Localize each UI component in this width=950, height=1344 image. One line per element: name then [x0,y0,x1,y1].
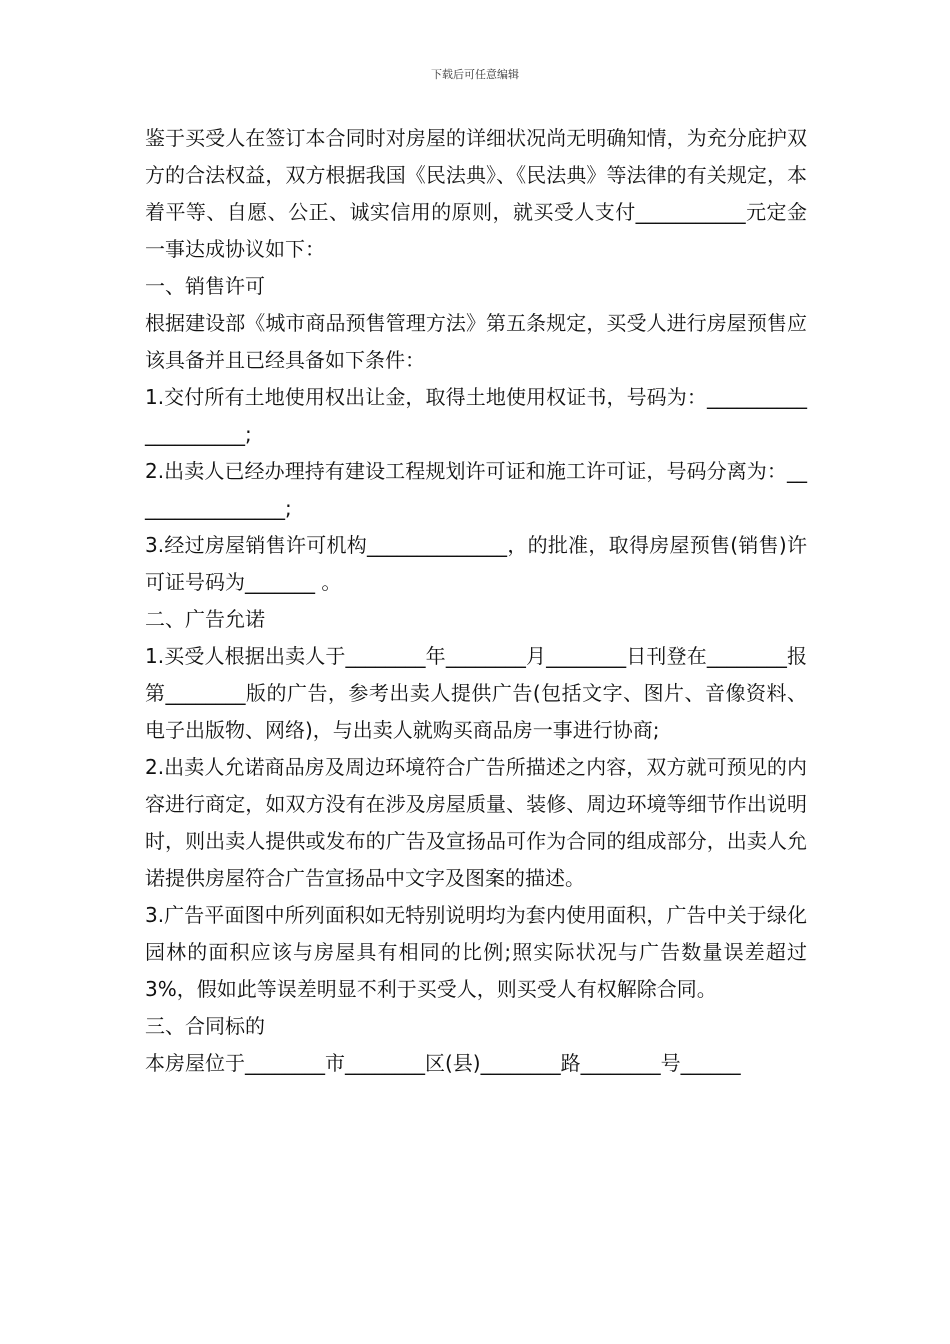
list-item-land-certificate: 1.交付所有土地使用权出让金，取得土地使用权证书，号码为：____________________; [145,385,807,446]
page-header-note: 下载后可任意编辑 [431,68,519,81]
paragraph-sales-permit: 根据建设部《城市商品预售管理方法》第五条规定，买受人进行房屋预售应该具备并且已经具备如下条件： [145,311,807,372]
document-body [145,120,807,1082]
paragraph-property-location: 本房屋位于________市________区(县)________路________号______ [145,1051,741,1075]
section-heading-sales-permit: 一、销售许可 [145,274,265,298]
section-heading-advertising: 二、广告允诺 [145,607,265,631]
list-item-planning-permit: 2.出卖人已经办理持有建设工程规划许可证和施工许可证，号码分离为：________________; [145,459,807,520]
list-item-advertisement-reference: 1.买受人根据出卖人于________年________月________日刊登在________报第________版的广告，参考出卖人提供广告(包括文字、图片、音像资料、电子出版物、网络)，与出卖人就购买商品房一事进行协商; [145,644,807,742]
list-item-floor-plan-area: 3.广告平面图中所列面积如无特别说明均为套内使用面积，广告中关于绿化园林的面积应该与房屋具有相同的比例;照实际状况与广告数量误差超过 3%，假如此等误差明显不利于买受人，则买受人有权解除合同。 [145,903,807,1001]
section-heading-contract-subject: 三、合同标的 [145,1014,265,1038]
list-item-advertisement-promise: 2.出卖人允诺商品房及周边环境符合广告所描述之内容，双方就可预见的内容进行商定，如双方没有在涉及房屋质量、装修、周边环境等细节作出说明时，则出卖人提供或发布的广告及宣扬品可作为合同的组成部分，出卖人允诺提供房屋符合广告宣扬品中文字及图案的描述。 [145,755,807,890]
list-item-presale-permit: 3.经过房屋销售许可机构______________，的批准，取得房屋预售(销售)许可证号码为_______ 。 [145,533,807,594]
paragraph-intro: 鉴于买受人在签订本合同时对房屋的详细状况尚无明确知情，为充分庇护双方的合法权益，双方根据我国《民法典》、《民法典》等法律的有关规定，本着平等、自愿、公正、诚实信用的原则，就买受人支付___________元定金一事达成协议如下： [145,126,807,261]
